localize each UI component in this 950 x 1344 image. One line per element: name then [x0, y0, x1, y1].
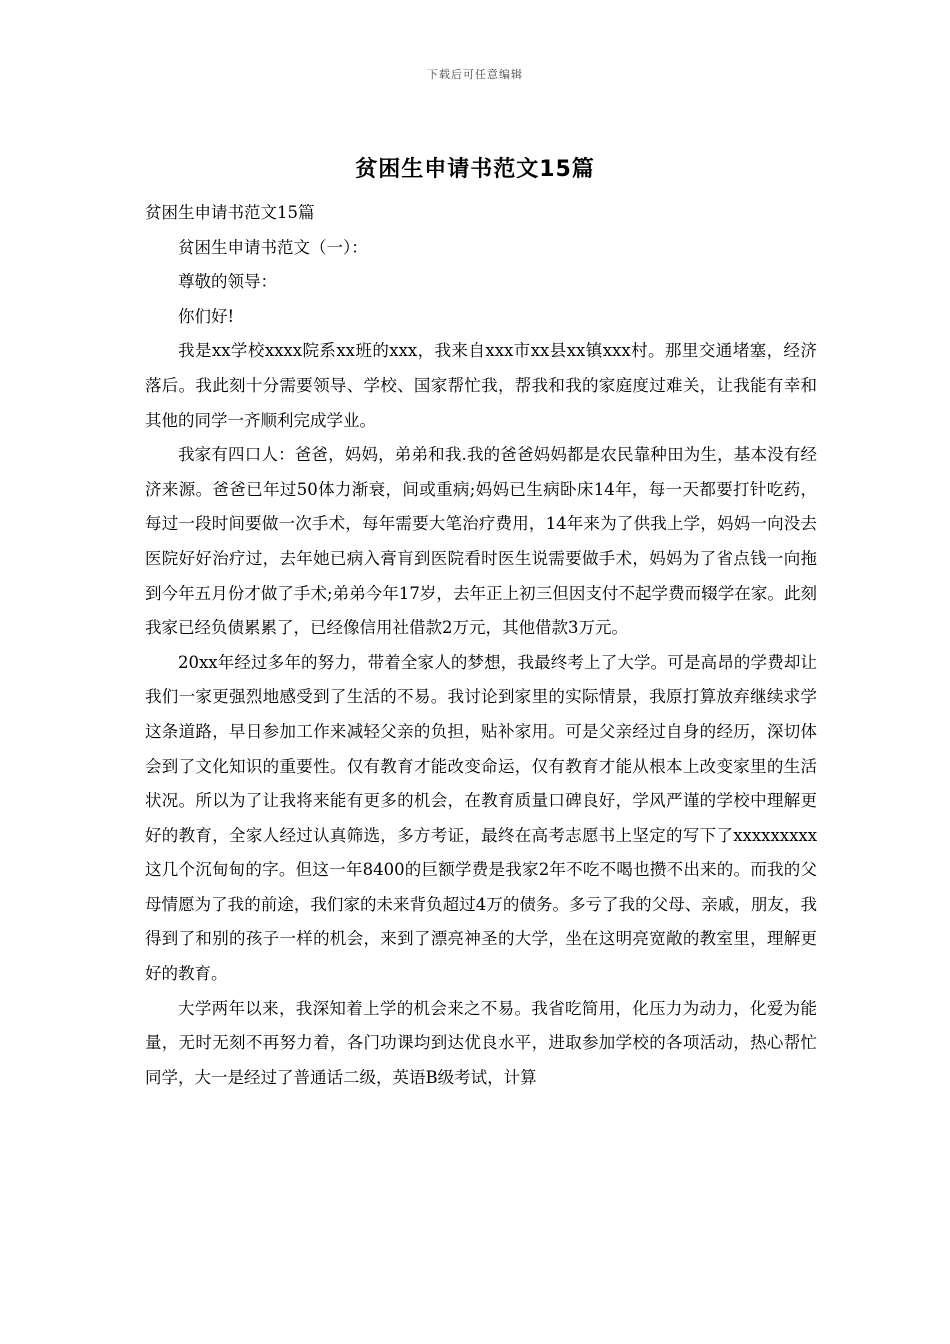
salutation: 尊敬的领导： — [178, 272, 277, 292]
document-title: 贫困生申请书范文15篇 — [355, 157, 595, 182]
section-heading: 贫困生申请书范文（一）： — [178, 237, 368, 257]
greeting: 你们好! — [178, 306, 235, 326]
document-body — [145, 196, 817, 1095]
paragraph-university: 20xx年经过多年的努力，带着全家人的梦想，我最终考上了大学。可是高昂的学费却让我们一家更强烈地感受到了生活的不易。我讨论到家里的实际情景，我原打算放弃继续求学这条道路，早日参加工作来减轻父亲的负担，贴补家用。可是父亲经过自身的经历，深切体会到了文化知识的重要性。仅有教育才能改变命运，仅有教育才能从根本上改变家里的生活状况。所以为了让我将来能有更多的机会，在教育质量口碑良好，学风严谨的学校中理解更好的教育，全家人经过认真筛选，多方考证，最终在高考志愿书上坚定的写下了xxxxxxxxx这几个沉甸甸的字。但这一年8400的巨额学费是我家2年不吃不喝也攒不出来的。而我的父母情愿为了我的前途，我们家的未来背负超过4万的债务。多亏了我的父母、亲戚，朋友，我得到了和别的孩子一样的机会，来到了漂亮神圣的大学，坐在这明亮宽敞的教室里，理解更好的教育。 — [145, 652, 817, 984]
paragraph-introduction: 我是xx学校xxxx院系xx班的xxx，我来自xxx市xx县xx镇xxx村。那里交通堵塞，经济落后。我此刻十分需要领导、学校、国家帮忙我，帮我和我的家庭度过难关，让我能有幸和其他的同学一齐顺利完成学业。 — [145, 341, 817, 430]
paragraph-family: 我家有四口人：爸爸，妈妈，弟弟和我.我的爸爸妈妈都是农民靠种田为生，基本没有经济来源。爸爸已年过50体力渐衰，间或重病;妈妈已生病卧床14年，每一天都要打针吃药，每过一段时间要做一次手术，每年需要大笔治疗费用，14年来为了供我上学，妈妈一向没去医院好好治疗过，去年她已病入膏肓到医院看时医生说需要做手术，妈妈为了省点钱一向拖到今年五月份才做了手术;弟弟今年17岁，去年正上初三但因支付不起学费而辍学在家。此刻我家已经负债累累了，已经像信用社借款2万元，其他借款3万元。 — [145, 445, 817, 638]
paragraph-study: 大学两年以来，我深知着上学的机会来之不易。我省吃简用，化压力为动力，化爱为能量，无时无刻不再努力着，各门功课均到达优良水平，进取参加学校的各项活动，热心帮忙同学，大一是经过了普通话二级，英语B级考试，计算 — [145, 998, 817, 1087]
header-note: 下载后可任意编辑 — [427, 68, 523, 81]
document-subtitle: 贫困生申请书范文15篇 — [145, 203, 315, 222]
